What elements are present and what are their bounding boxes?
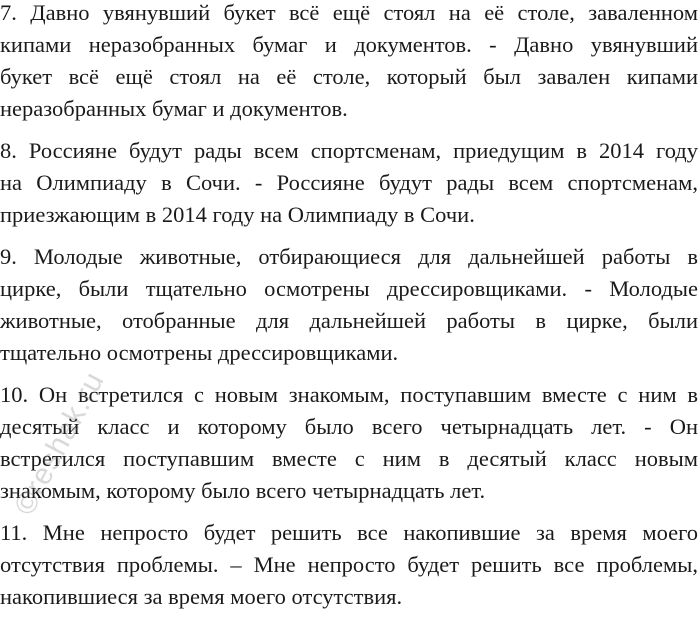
paragraph-9 (0, 241, 698, 369)
text-line: отсутствия проблемы. – Мне непросто будет решить все проблемы, (0, 552, 698, 577)
text-line: цирке, были тщательно осмотрены дрессировщиками. - Молодые (0, 276, 698, 301)
text-line: на Олимпиаду в Сочи. - Россияне будут рады всем спортсменам, (0, 170, 698, 195)
text-line: 8. Россияне будут рады всем спортсменам, приедущим в 2014 году (0, 138, 698, 163)
text-line: тщательно осмотрены дрессировщиками. (0, 340, 399, 365)
paragraph-7 (0, 0, 698, 125)
text-line: приезжающим в 2014 году на Олимпиаду в Сочи. (0, 202, 475, 227)
text-line: накопившиеся за время моего отсутствия. (0, 584, 403, 609)
text-line: букет всё ещё стоял на её столе, который был завален кипами (0, 64, 698, 89)
text-line: 7. Давно увянувший букет всё ещё стоял на её столе, заваленном (0, 0, 698, 25)
text-line: знакомым, которому было всего четырнадцать лет. (0, 478, 486, 503)
text-line: 11. Мне непросто будет решить все накопившие за время моего (0, 520, 698, 545)
text-line: 9. Молодые животные, отбирающиеся для дальнейшей работы в (0, 244, 698, 269)
paragraph-11 (0, 517, 698, 613)
text-line: животные, отобранные для дальнейшей работы в цирке, были (0, 308, 698, 333)
text-line: десятый класс и которому было всего четырнадцать лет. - Он (0, 414, 698, 439)
paragraph-10 (0, 379, 698, 507)
paragraph-8 (0, 135, 698, 231)
text-line: неразобранных бумаг и документов. (0, 96, 348, 121)
text-line: встретился поступавшим вместе с ним в десятый класс новым (0, 446, 698, 471)
text-line: кипами неразобранных бумаг и документов. - Давно увянувший (0, 32, 698, 57)
text-line: 10. Он встретился с новым знакомым, поступавшим вместе с ним в (0, 382, 698, 407)
watermark: ©reshak.ru (8, 366, 111, 521)
